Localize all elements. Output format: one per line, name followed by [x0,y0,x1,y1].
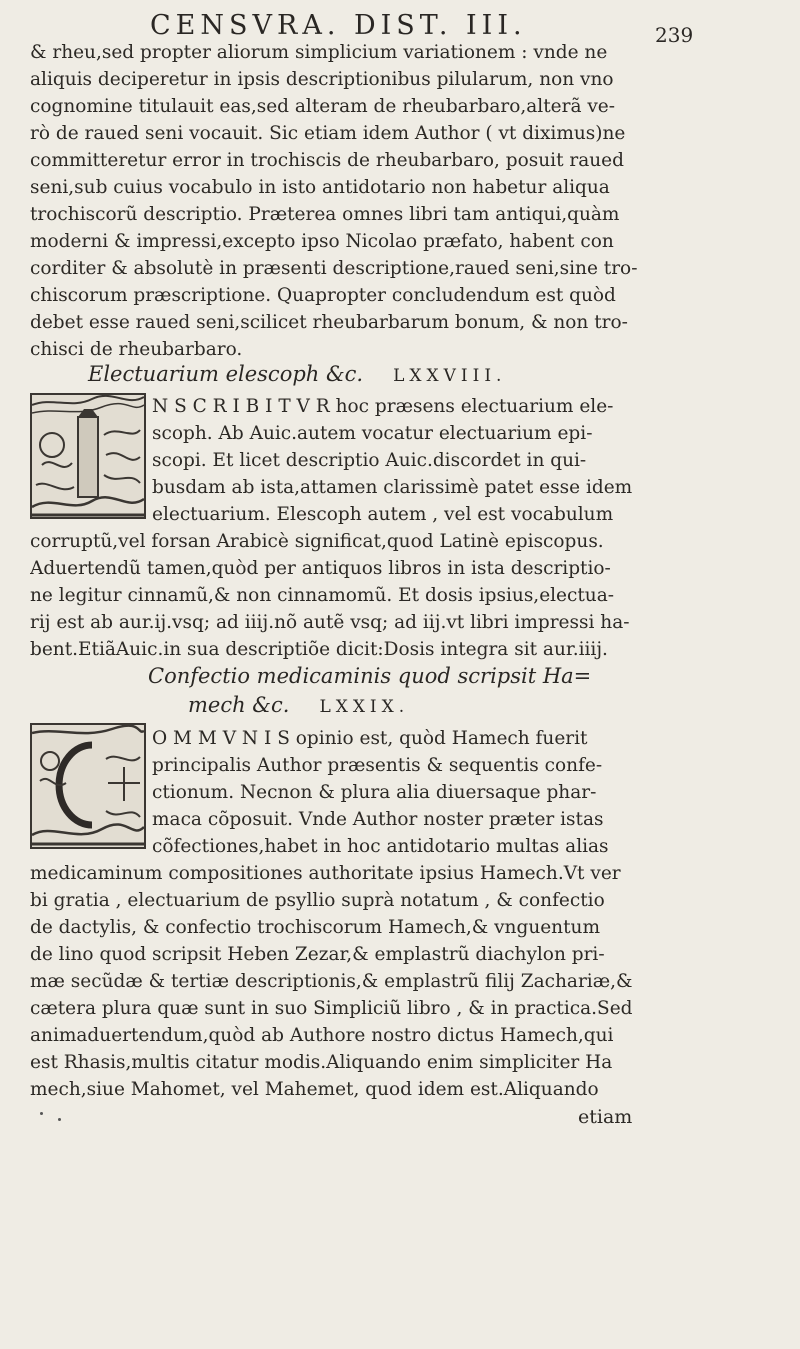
section-title: Electuarium elescoph &c. [88,362,364,386]
page-number: 239 [655,23,694,47]
text-line: cõfectiones,habet in hoc antidotario multas alias [152,836,609,857]
text-line: bent.EtiãAuic.in sua descriptiõe dicit:Dosis integra sit aur.iiij. [30,639,608,660]
text-line: maca cõposuit. Vnde Author noster præter istas [152,809,604,830]
ink-speck [58,1118,61,1121]
text-line: aliquis deciperetur in ipsis descriptionibus pilularum, non vno [30,69,614,90]
section-title: mech &c. [188,693,290,717]
text-line: medicaminum compositiones authoritate ipsius Hamech.Vt ver [30,863,621,884]
text-line: seni,sub cuius vocabulo in isto antidotario non habetur aliqua [30,177,610,198]
text-line: rò de raued seni vocauit. Sic etiam idem Author ( vt diximus)ne [30,123,626,144]
text-line: de lino quod scripsit Heben Zezar,& emplastrũ diachylon pri- [30,944,605,965]
text-line: rij est ab aur.ij.vsq; ad iiij.nõ autẽ vsq; ad iij.vt libri impressi ha- [30,612,630,633]
text-line: corditer & absolutè in præsenti descriptione,raued seni,sine tro- [30,258,638,279]
text-line: moderni & impressi,excepto ipso Nicolao præfato, habent con [30,231,614,252]
text-line: bi gratia , electuarium de psyllio suprà notatum , & confectio [30,890,605,911]
text-line: & rheu,sed propter aliorum simplicium variationem : vnde ne [30,42,608,63]
woodcut-illustration [32,725,144,847]
text-line: ne legitur cinnamũ,& non cinnamomũ. Et dosis ipsius,electua- [30,585,614,606]
text-line: scopi. Et licet descriptio Auic.discordet in qui- [152,450,587,471]
section-number: LXXIX. [319,697,410,717]
section-heading-79-line1: Confectio medicaminis quod scripsit Ha= [148,664,592,688]
section-number: LXXVIII. [393,366,507,386]
text-line: principalis Author præsentis & sequentis confe- [152,755,603,776]
text-line: N S C R I B I T V R hoc præsens electuarium ele- [152,396,614,417]
text-line: de dactylis, & confectio trochiscorum Hamech,& vnguentum [30,917,600,938]
text-line: cætera plura quæ sunt in suo Simpliciũ libro , & in practica.Sed [30,998,633,1019]
section-heading-78 [88,362,506,386]
text-line: chisci de rheubarbaro. [30,339,243,360]
text-line: corruptũ,vel forsan Arabicè significat,quod Latinè episcopus. [30,531,604,552]
text-line: committeretur error in trochiscis de rheubarbaro, posuit raued [30,150,624,171]
text-line: debet esse raued seni,scilicet rheubarbarum bonum, & non tro- [30,312,628,333]
woodcut-initial-c [30,723,146,849]
text-line: Aduertendũ tamen,quòd per antiquos libros in ista descriptio- [30,558,611,579]
running-title: CENSVRA. DIST. III. [150,10,527,41]
text-line: electuarium. Elescoph autem , vel est vocabulum [152,504,614,525]
text-line: busdam ab ista,attamen clarissimè patet esse idem [152,477,633,498]
text-line: trochiscorũ descriptio. Præterea omnes libri tam antiqui,quàm [30,204,620,225]
woodcut-initial-i [30,393,146,519]
text-line: mæ secũdæ & tertiæ descriptionis,& emplastrũ filij Zachariæ,& [30,971,633,992]
catchword: etiam [578,1106,633,1128]
text-line: O M M V N I S opinio est, quòd Hamech fuerit [152,728,588,749]
text-line: mech,siue Mahomet, vel Mahemet, quod idem est.Aliquando [30,1079,599,1100]
text-line: cognomine titulauit eas,sed alteram de rheubarbaro,alterã ve- [30,96,616,117]
text-line: ctionum. Necnon & plura alia diuersaque phar- [152,782,597,803]
text-line: est Rhasis,multis citatur modis.Aliquando enim simpliciter Ha [30,1052,613,1073]
ink-speck [40,1112,43,1115]
text-line: chiscorum præscriptione. Quapropter concludendum est quòd [30,285,616,306]
text-line: scoph. Ab Auic.autem vocatur electuarium epi- [152,423,593,444]
section-heading-79-line2 [188,693,409,717]
text-line: animaduertendum,quòd ab Authore nostro dictus Hamech,qui [30,1025,614,1046]
woodcut-illustration [32,395,144,517]
